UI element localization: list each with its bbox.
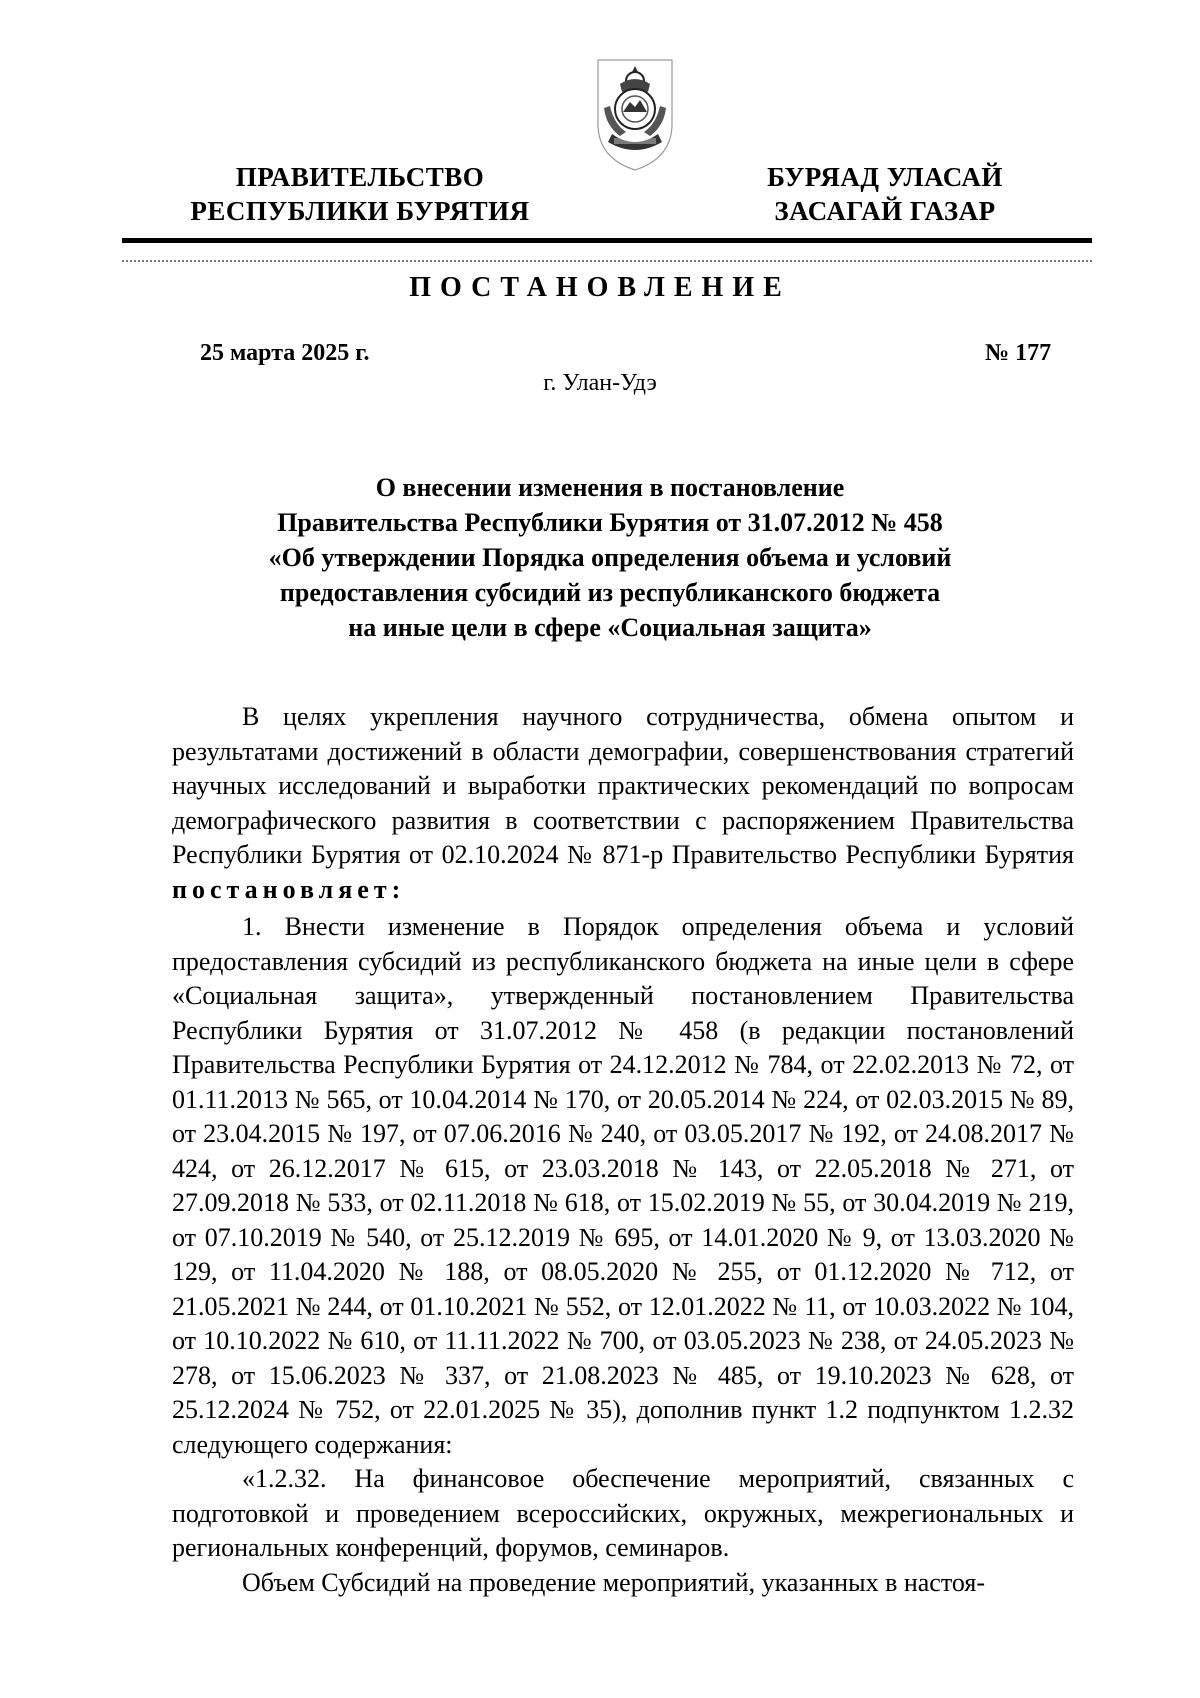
header-right xyxy=(745,160,1025,228)
header-divider-thin xyxy=(122,260,1092,262)
header-left-line1: ПРАВИТЕЛЬСТВО xyxy=(235,162,485,192)
subject-line: на иные цели в сфере «Социальная защита» xyxy=(348,613,872,642)
document-subject xyxy=(150,470,1070,645)
header-left-line2: РЕСПУБЛИКИ БУРЯТИЯ xyxy=(190,196,530,226)
item-section xyxy=(172,910,1074,1600)
intro-emphasis: постановляет: xyxy=(172,874,406,904)
quote-paragraph-2: Объем Субсидий на проведение мероприятий, указанных в настоя- xyxy=(242,1567,985,1597)
header-left xyxy=(175,160,545,228)
coat-of-arms-icon xyxy=(590,54,680,174)
header-right-line2: ЗАСАГАЙ ГАЗАР xyxy=(774,196,996,226)
item-1-paragraph: 1. Внести изменение в Порядок определения объема и условий предоставления субсидий из республиканского бюджета на иные цели в сфере «Социальная защита», утвержденный постановлением Правительства Республики Бурятия от 31.07.2012 № 458 (в редакции постановлений Правительства Республики Бурятия от 24.12.2012 № 784, от 22.02.2013 № 72, от 01.11.2013 № 565, от 10.04.2014 № 170, от 20.05.2014 № 224, от 02.03.2015 № 89, от 23.04.2015 № 197, от 07.06.2016 № 240, от 03.05.2017 № 192, от 24.08.2017 № 424, от 26.12.2017 № 615, от 23.03.2018 № 143, от 22.05.2018 № 271, от 27.09.2018 № 533, от 02.11.2018 № 618, от 15.02.2019 № 55, от 30.04.2019 № 219, от 07.10.2019 № 540, от 25.12.2019 № 695, от 14.01.2020 № 9, от 13.03.2020 № 129, от 11.04.2020 № 188, от 08.05.2020 № 255, от 01.12.2020 № 712, от 21.05.2021 № 244, от 01.10.2021 № 552, от 12.01.2022 № 11, от 10.03.2022 № 104, от 10.10.2022 № 610, от 11.11.2022 № 700, от 03.05.2023 № 238, от 24.05.2023 № 278, от 15.06.2023 № 337, от 21.08.2023 № 485, от 19.10.2023 № 628, от 25.12.2024 № 752, от 22.01.2025 № 35), дополнив пункт 1.2 подпунктом 1.2.32 следующего содержания: xyxy=(172,912,1074,1459)
document-city: г. Улан-Удэ xyxy=(543,370,657,396)
quote-paragraph-1: «1.2.32. На финансовое обеспечение мероприятий, связанных с подготовкой и проведением всероссийских, окружных, межрегиональных и региональных конференций, форумов, семинаров. xyxy=(172,1464,1074,1562)
subject-line: Правительства Республики Бурятия от 31.07.2012 № 458 xyxy=(277,508,943,537)
header-divider-thick xyxy=(122,238,1092,243)
document-number: № 177 xyxy=(985,340,1052,366)
document-date: 25 марта 2025 г. xyxy=(200,340,370,366)
intro-text: В целях укрепления научного сотрудничества, обмена опытом и результатами достижений в области демографии, совершенствования стратегий научных исследований и выработки практических рекомендаций по вопросам демографического развития в соответствии с распоряжением Правительства Республики Бурятия от 02.10.2024 № 871-р Правительство Республики Бурятия xyxy=(172,702,1074,869)
intro-paragraph xyxy=(172,700,1074,907)
subject-line: предоставления субсидий из республиканского бюджета xyxy=(279,578,941,607)
document-type-title: ПОСТАНОВЛЕНИЕ xyxy=(409,272,791,303)
header-right-line1: БУРЯАД УЛАСАЙ xyxy=(767,162,1003,192)
subject-line: О внесении изменения в постановление xyxy=(375,473,845,502)
subject-line: «Об утверждении Порядка определения объема и условий xyxy=(268,543,952,572)
